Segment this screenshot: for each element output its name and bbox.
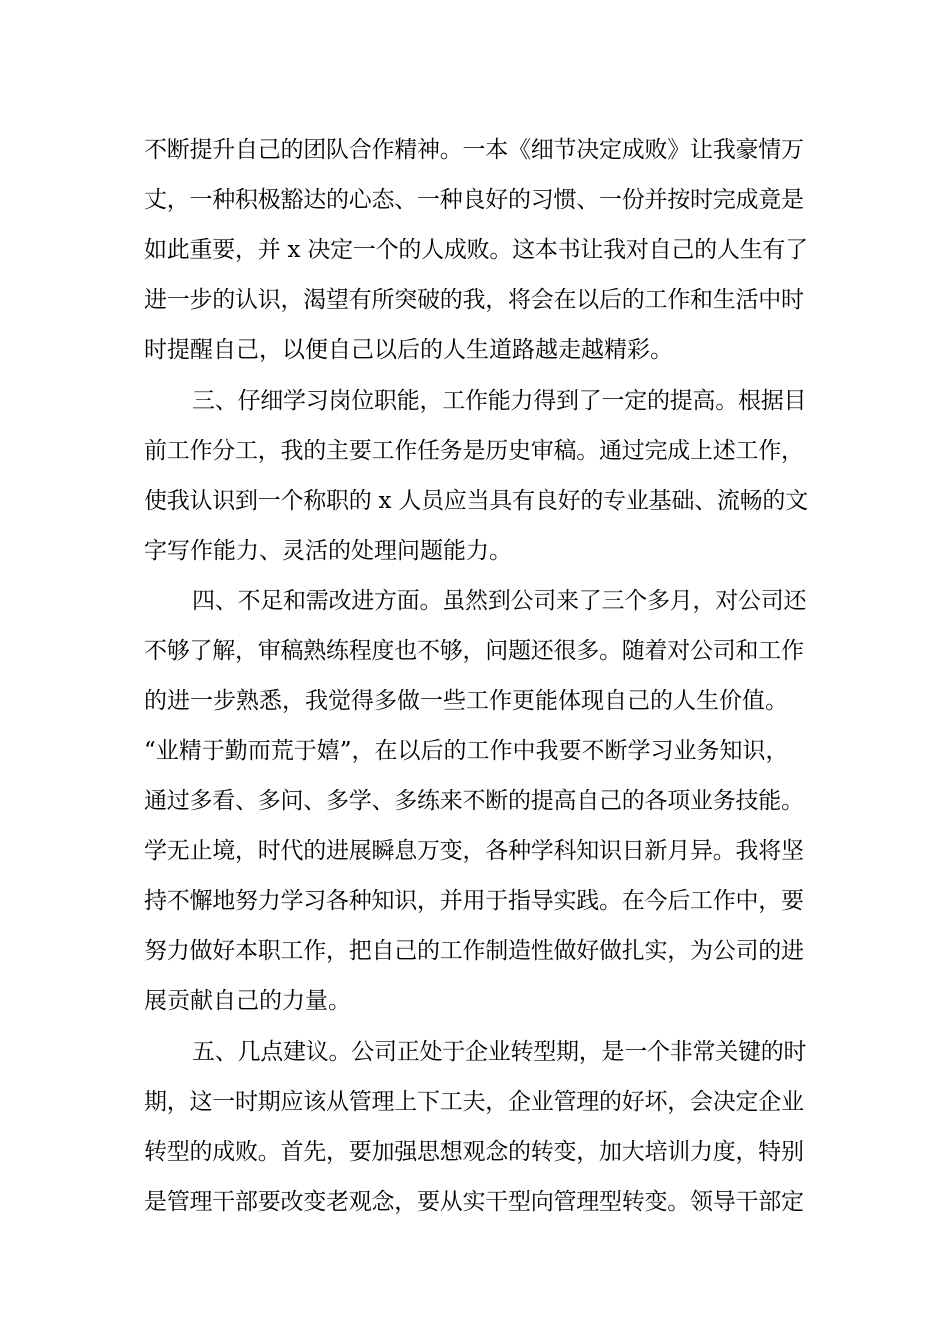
line-text: 进一步的认识，渴望有所突破的我，将会在以后的工作和生活中时 (144, 287, 804, 313)
text-line (0, 881, 950, 921)
line-text: 持不懈地努力学习各种知识，并用于指导实践。在今后工作中，要 (144, 888, 804, 914)
text-line (0, 1082, 950, 1122)
line-text: 使我认识到一个称职的 x 人员应当具有良好的专业基础、流畅的文 (144, 488, 808, 514)
line-text: 如此重要，并 x 决定一个的人成败。这本书让我对自己的人生有了 (144, 237, 808, 263)
text-line (0, 831, 950, 871)
line-text: 转型的成败。首先，要加强思想观念的转变，加大培训力度，特别 (144, 1139, 804, 1165)
line-text: 三、仔细学习岗位职能，工作能力得到了一定的提高。根据目 (192, 388, 807, 414)
text-line (0, 130, 950, 170)
text-line (0, 531, 950, 571)
text-line (0, 681, 950, 721)
text-line (0, 1182, 950, 1222)
line-text: 展贡献自己的力量。 (144, 988, 351, 1014)
text-line (0, 481, 950, 521)
text-line (0, 1132, 950, 1172)
line-text: 是管理干部要改变老观念，要从实干型向管理型转变。领导干部定 (144, 1189, 804, 1215)
line-text: 前工作分工，我的主要工作任务是历史审稿。通过完成上述工作， (144, 438, 804, 464)
line-text: 的进一步熟悉，我觉得多做一些工作更能体现自己的人生价值。 (144, 688, 788, 714)
text-line (0, 981, 950, 1021)
text-line (0, 381, 950, 421)
line-text: 通过多看、多问、多学、多练来不断的提高自己的各项业务技能。 (144, 788, 804, 814)
line-text: 不够了解，审稿熟练程度也不够，问题还很多。随着对公司和工作 (144, 638, 804, 664)
text-line (0, 581, 950, 621)
text-line (0, 180, 950, 220)
line-text: 努力做好本职工作，把自己的工作制造性做好做扎实，为公司的进 (144, 938, 804, 964)
text-line (0, 631, 950, 671)
line-text: 期，这一时期应该从管理上下工夫，企业管理的好坏，会决定企业 (144, 1089, 804, 1115)
line-text: 字写作能力、灵活的处理问题能力。 (144, 538, 512, 564)
line-text: 四、不足和需改进方面。虽然到公司来了三个多月，对公司还 (192, 588, 807, 614)
text-line (0, 731, 950, 771)
line-text: 不断提升自己的团队合作精神。一本《细节决定成败》让我豪情万 (144, 137, 804, 163)
text-line (0, 230, 950, 270)
line-text: 学无止境，时代的进展瞬息万变，各种学科知识日新月异。我将坚 (144, 838, 804, 864)
text-line (0, 1032, 950, 1072)
text-line (0, 280, 950, 320)
line-text: “业精于勤而荒于嬉”，在以后的工作中我要不断学习业务知识， (144, 738, 789, 764)
line-text: 丈，一种积极豁达的心态、一种良好的习惯、一份并按时完成竟是 (144, 187, 804, 213)
line-text: 五、几点建议。公司正处于企业转型期，是一个非常关键的时 (192, 1039, 807, 1065)
line-text: 时提醒自己，以便自己以后的人生道路越走越精彩。 (144, 337, 673, 363)
text-line (0, 330, 950, 370)
text-line (0, 931, 950, 971)
text-line (0, 781, 950, 821)
text-line (0, 431, 950, 471)
